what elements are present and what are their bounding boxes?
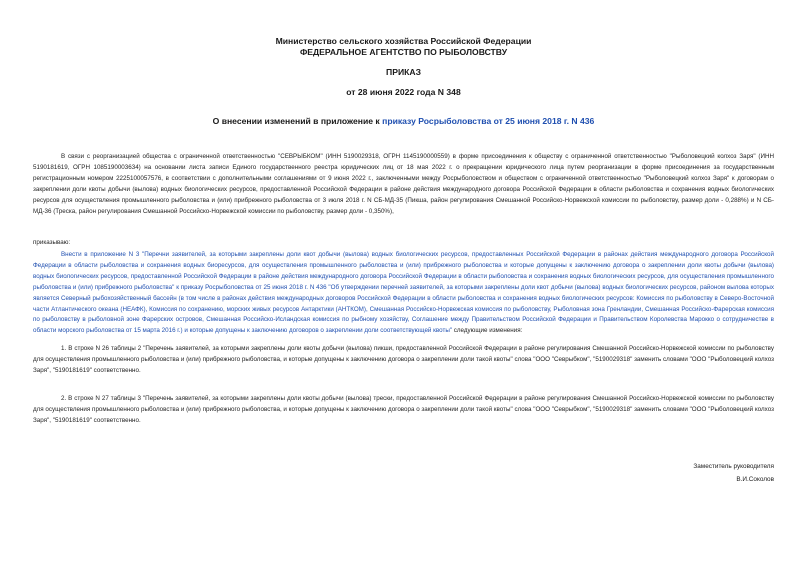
signature-name: В.И.Соколов bbox=[736, 476, 774, 483]
signature-position: Заместитель руководителя bbox=[693, 463, 774, 470]
preamble-paragraph: В связи с реорганизацией общества с ограниченной ответственностью "СЕВРЫБКОМ" (ИНН 5190029318, ОГРН 1145190000559) в форме присоединения к обществу с ограниченной ответственностью "Рыболовецкий колхоз Заря" (ИНН 5190181619, ОГРН 1085190003634) на основании листа записи Единого государственного реестра юридических лиц от 18 мая 2022 г. о прекращении юридического лица путем реорганизации в форме присоединения за государственным регистрационным номером 2225100057576, в соответствии с дополнительными соглашениями от 9 июня 2022 г., заключенными между Росрыболовством и обществом с ограниченной ответственностью "Рыболовецкий колхоз Заря" к договорам о закреплении доли квоты добычи (вылова) водных биологических ресурсов, предоставленной Российской Федерации в районе действия международного договора Российской Федерации в области рыболовства и сохранения водных биологических ресурсов для осуществления промышленного рыболовства и (или) прибрежного рыболовства от 3 июля 2018 г. N СБ-МД-35 (Пикша, район регулирования Смешанной Российско-Норвежской комиссии по рыболовству, размер доли - 0,288%) и N СБ-МД-36 (Треска, район регулирования Смешанной Российско-Норвежской комиссии по рыболовству, размер доли - 0,350%), bbox=[33, 153, 774, 215]
title-order-link[interactable]: приказу Росрыболовства от 25 июня 2018 г. N 436 bbox=[382, 116, 595, 126]
main-tail: следующие изменения: bbox=[452, 327, 523, 335]
agency-name: ФЕДЕРАЛЬНОЕ АГЕНТСТВО ПО РЫБОЛОВСТВУ bbox=[299, 47, 508, 57]
document-type: ПРИКАЗ bbox=[386, 67, 421, 77]
ministry-name: Министерство сельского хозяйства Российской Федерации bbox=[275, 36, 532, 46]
appendix-link[interactable]: в приложение N 3 "Перечни заявителей, за которыми закреплены доли квот добычи (вылова) водных биологических ресурсов, предоставленных Российской Федерации в районах действия международного договора Российской Федерации в области рыболовства и сохранения водных биоресурсов, для осуществления промышленного рыболовства и (или) прибрежного рыболовства и которые допущены к заключению договора о закреплении доли квоты добычи (вылова) водных биологических ресурсов, предоставленной Российской Федерации в районе действия международного договора Российской Федерации в области рыболовства и сохранения водных биологических ресурсов, для осуществления промышленного рыболовства и (или) прибрежного рыболовства" к приказу Росрыболовства от 25 июня 2018 г. N 436 "Об утверждении перечней заявителей, за которыми закреплены доли квот добычи (вылова) водных биологических ресурсов, районом вылова которых является Северный рыбохозяйственный бассейн (в том числе в районах действия международных договоров Российской Федерации в области рыболовства и сохранения водных биологических ресурсов: Комиссия по рыболовству в Северо-Восточной части Атлантического океана (НЕАФК), Комиссия по сохранению, морских живых ресурсов Антарктики (АНТКОМ), Смешанная Российско-Норвежская комиссия по рыболовству, Рыболовная зона Гренландии, Смешанная Российско-Фарерская комиссия по рыболовству в рыболовной зоне Фарерских островов, Смешанная Российско-Исландская комиссия по рыбному хозяйству, Соглашение между Правительством Российской Федерации и Правительством Королевства Марокко о сотрудничестве в области морского рыболовства от 15 марта 2016 г.) и которые допущены к заключению договоров о закреплении доли соответствующей квоты" bbox=[33, 251, 775, 335]
order-word: приказываю: bbox=[33, 239, 71, 246]
title-prefix: О внесении изменений в приложение к bbox=[212, 116, 383, 126]
main-lead: Внести bbox=[61, 251, 85, 258]
document-title bbox=[0, 116, 807, 127]
amendment-item-2: 2. В строке N 27 таблицы 3 "Перечень заявителей, за которыми закреплены доли квоты добычи (вылова) трески, предоставленной Российской Федерации в районе регулирования Смешанной Российско-Норвежской комиссии по рыболовству для осуществления промышленного рыболовства и (или) прибрежного рыболовства, и которые допущены к заключению договора о закреплении доли такой квоты" слова "ООО "Севрыбком", "5190029318" заменить словами "ООО "Рыболовецкий колхоз Заря", "5190181619" соответственно. bbox=[33, 395, 774, 424]
main-paragraph bbox=[33, 250, 774, 337]
document-date-number: от 28 июня 2022 года N 348 bbox=[346, 87, 461, 97]
amendment-item-1: 1. В строке N 26 таблицы 2 "Перечень заявителей, за которыми закреплены доли квоты добычи (вылова) пикши, предоставленной Российской Федерации в районе регулирования Смешанной Российско-Норвежской комиссии по рыболовству для осуществления промышленного рыболовства и (или) прибрежного рыболовства, и которые допущены к заключению договора о закреплении доли такой квоты" слова "ООО "Севрыбком", "5190029318" заменить словами "ООО "Рыболовецкий колхоз Заря", "5190181619" соответственно. bbox=[33, 345, 774, 374]
